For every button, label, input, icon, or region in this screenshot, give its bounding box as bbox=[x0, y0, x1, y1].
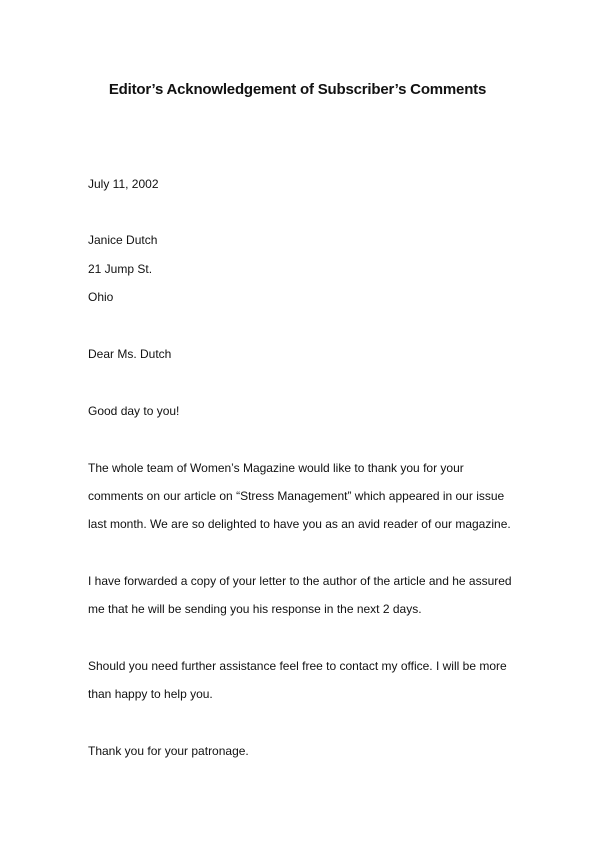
paragraph2-line1: I have forwarded a copy of your letter to the author of the article and he assured bbox=[88, 574, 512, 588]
recipient-street: 21 Jump St. bbox=[88, 262, 153, 276]
closing: Thank you for your patronage. bbox=[88, 744, 249, 758]
greeting: Good day to you! bbox=[88, 404, 180, 418]
salutation: Dear Ms. Dutch bbox=[88, 347, 172, 361]
letter-title: Editor’s Acknowledgement of Subscriber’s Comments bbox=[108, 81, 487, 98]
paragraph3-line2: than happy to help you. bbox=[88, 687, 213, 701]
paragraph1-line2: comments on our article on “Stress Management” which appeared in our issue bbox=[88, 489, 505, 503]
recipient-name: Janice Dutch bbox=[88, 233, 158, 247]
paragraph2-line2: me that he will be sending you his response in the next 2 days. bbox=[88, 602, 422, 616]
paragraph1-line1: The whole team of Women’s Magazine would like to thank you for your bbox=[88, 461, 464, 475]
paragraph1-line3: last month. We are so delighted to have you as an avid reader of our magazine. bbox=[88, 517, 511, 531]
paragraph3-line1: Should you need further assistance feel free to contact my office. I will be more bbox=[88, 659, 507, 673]
recipient-state: Ohio bbox=[88, 290, 114, 304]
letter-date: July 11, 2002 bbox=[88, 177, 159, 191]
